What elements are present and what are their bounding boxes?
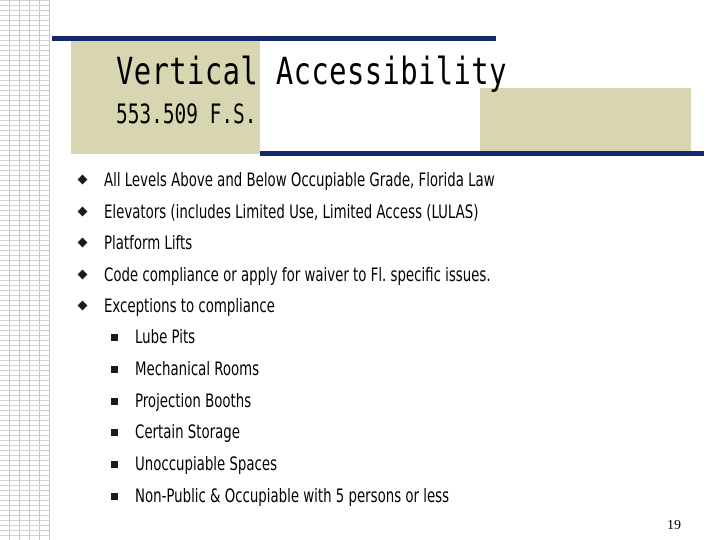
- square-bullet-icon: [111, 334, 118, 341]
- square-bullet-icon: [111, 429, 118, 436]
- square-bullet-icon: [111, 461, 118, 468]
- slide-subtitle: 553.509 F.S.: [116, 99, 257, 130]
- left-texture-strip: [0, 0, 50, 540]
- sub-bullet-text: Unoccupiable Spaces: [135, 453, 278, 476]
- diamond-bullet-icon: [78, 269, 88, 279]
- right-accent-block: [480, 88, 691, 154]
- slide-title: Vertical Accessibility: [116, 50, 507, 93]
- bullet-text: Elevators (includes Limited Use, Limited Access (LULAS): [104, 200, 479, 223]
- bottom-accent-rule: [260, 151, 704, 156]
- diamond-bullet-icon: [78, 238, 88, 248]
- sub-bullet-text: Lube Pits: [135, 326, 196, 348]
- top-accent-rule: [52, 36, 496, 41]
- sub-bullet-text: Certain Storage: [135, 421, 240, 444]
- square-bullet-icon: [111, 366, 118, 373]
- page-number: 19: [667, 518, 681, 533]
- bullet-text: Platform Lifts: [104, 232, 193, 254]
- bullet-text: Code compliance or apply for waiver to Fl. specific issues.: [104, 263, 491, 286]
- diamond-bullet-icon: [78, 301, 88, 311]
- bullet-text: Exceptions to compliance: [104, 295, 275, 317]
- sub-bullet-text: Projection Booths: [135, 389, 252, 412]
- diamond-bullet-icon: [78, 206, 88, 216]
- sub-bullet-text: Mechanical Rooms: [135, 357, 260, 380]
- square-bullet-icon: [111, 493, 118, 500]
- bullet-text: All Levels Above and Below Occupiable Grade, Florida Law: [104, 169, 495, 191]
- sub-bullet-text: Non-Public & Occupiable with 5 persons or less: [135, 484, 450, 507]
- square-bullet-icon: [111, 398, 118, 405]
- diamond-bullet-icon: [78, 175, 88, 185]
